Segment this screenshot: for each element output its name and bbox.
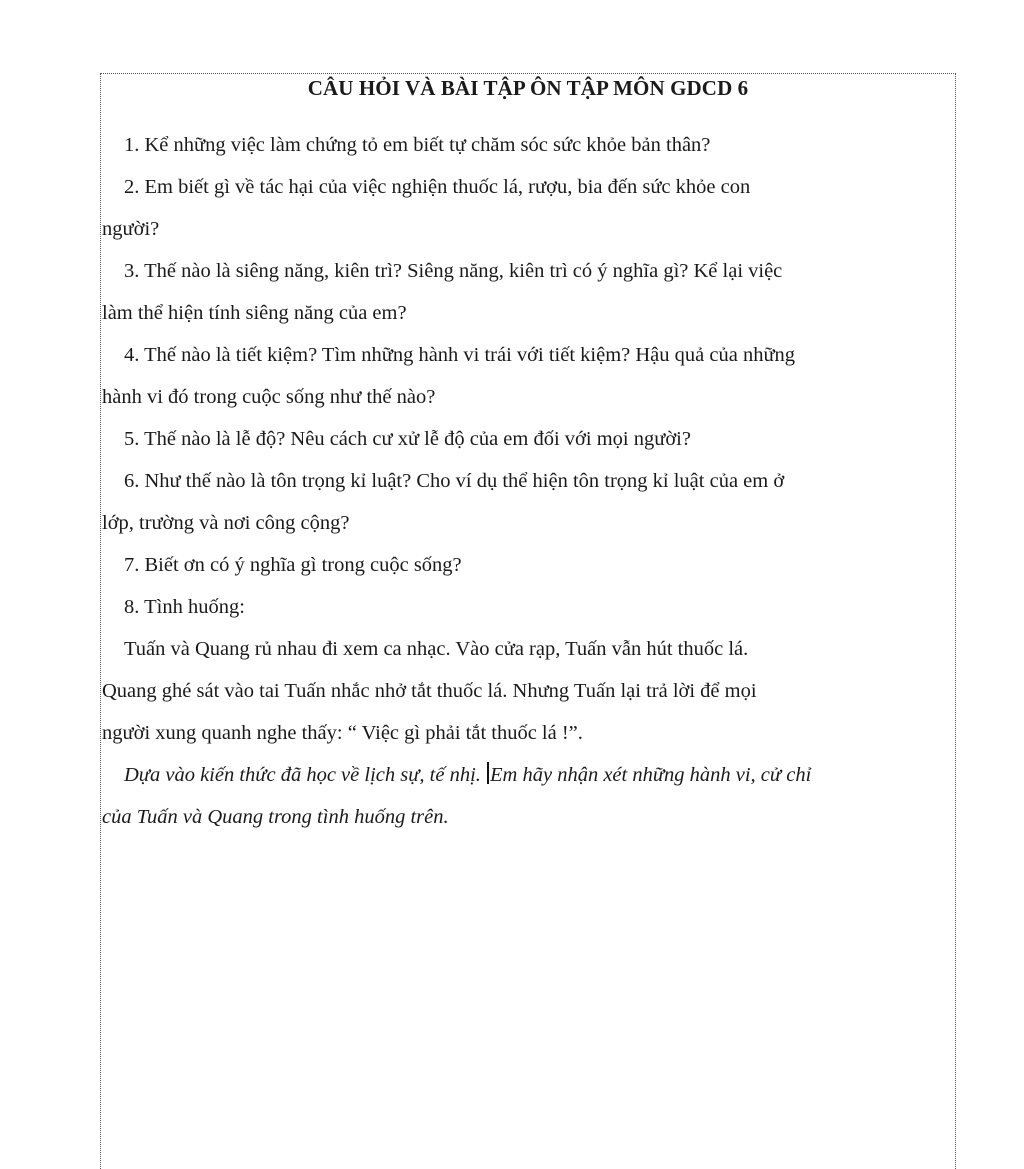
situation-line-3 xyxy=(102,712,954,754)
question-4-continuation xyxy=(102,376,954,418)
document-title: CÂU HỎI VÀ BÀI TẬP ÔN TẬP MÔN GDCD 6 xyxy=(307,76,749,100)
question-6-line-1: 6. Như thế nào là tôn trọng kỉ luật? Cho ví dụ thể hiện tôn trọng kỉ luật của em ở xyxy=(124,470,785,492)
question-8-text: 8. Tình huống: xyxy=(124,596,245,618)
question-3 xyxy=(102,250,954,292)
question-6-continuation xyxy=(102,502,954,544)
question-2-continuation xyxy=(102,208,954,250)
question-4-line-2: hành vi đó trong cuộc sống như thế nào? xyxy=(102,386,436,408)
question-3-line-1: 3. Thế nào là siêng năng, kiên trì? Siêng năng, kiên trì có ý nghĩa gì? Kể lại việc xyxy=(124,260,783,282)
question-1-text: 1. Kể những việc làm chứng tỏ em biết tự chăm sóc sức khỏe bản thân? xyxy=(124,134,711,156)
question-8 xyxy=(102,586,954,628)
task-line-2 xyxy=(102,796,954,838)
question-3-continuation xyxy=(102,292,954,334)
situation-text-2: Quang ghé sát vào tai Tuấn nhắc nhở tắt thuốc lá. Nhưng Tuấn lại trả lời để mọi xyxy=(102,680,757,702)
text-cursor xyxy=(487,762,489,784)
question-2-line-1: 2. Em biết gì về tác hại của việc nghiện thuốc lá, rượu, bia đến sức khỏe con xyxy=(124,176,751,198)
question-3-line-2: làm thể hiện tính siêng năng của em? xyxy=(102,302,407,324)
question-7-text: 7. Biết ơn có ý nghĩa gì trong cuộc sống? xyxy=(124,554,462,576)
question-5-text: 5. Thế nào là lễ độ? Nêu cách cư xử lễ độ của em đối với mọi người? xyxy=(124,428,691,450)
task-text-1b: Em hãy nhận xét những hành vi, cử chỉ xyxy=(490,764,812,786)
question-4 xyxy=(102,334,954,376)
question-2-line-2: người? xyxy=(102,218,160,240)
question-4-line-1: 4. Thế nào là tiết kiệm? Tìm những hành vi trái với tiết kiệm? Hậu quả của những xyxy=(124,344,796,366)
question-2 xyxy=(102,166,954,208)
question-6 xyxy=(102,460,954,502)
question-7 xyxy=(102,544,954,586)
situation-text-1: Tuấn và Quang rủ nhau đi xem ca nhạc. Vào cửa rạp, Tuấn vẫn hút thuốc lá. xyxy=(124,638,749,660)
task-text-2: của Tuấn và Quang trong tình huống trên. xyxy=(102,806,449,828)
question-6-line-2: lớp, trường và nơi công cộng? xyxy=(102,512,350,534)
document-body[interactable] xyxy=(102,70,954,838)
question-5 xyxy=(102,418,954,460)
situation-text-3: người xung quanh nghe thấy: “ Việc gì phải tắt thuốc lá !”. xyxy=(102,722,583,744)
situation-line-2 xyxy=(102,670,954,712)
task-text-1a: Dựa vào kiến thức đã học về lịch sự, tế nhị. xyxy=(124,764,481,786)
situation-line-1 xyxy=(102,628,954,670)
question-1 xyxy=(102,124,954,166)
task-line-1 xyxy=(102,754,954,796)
